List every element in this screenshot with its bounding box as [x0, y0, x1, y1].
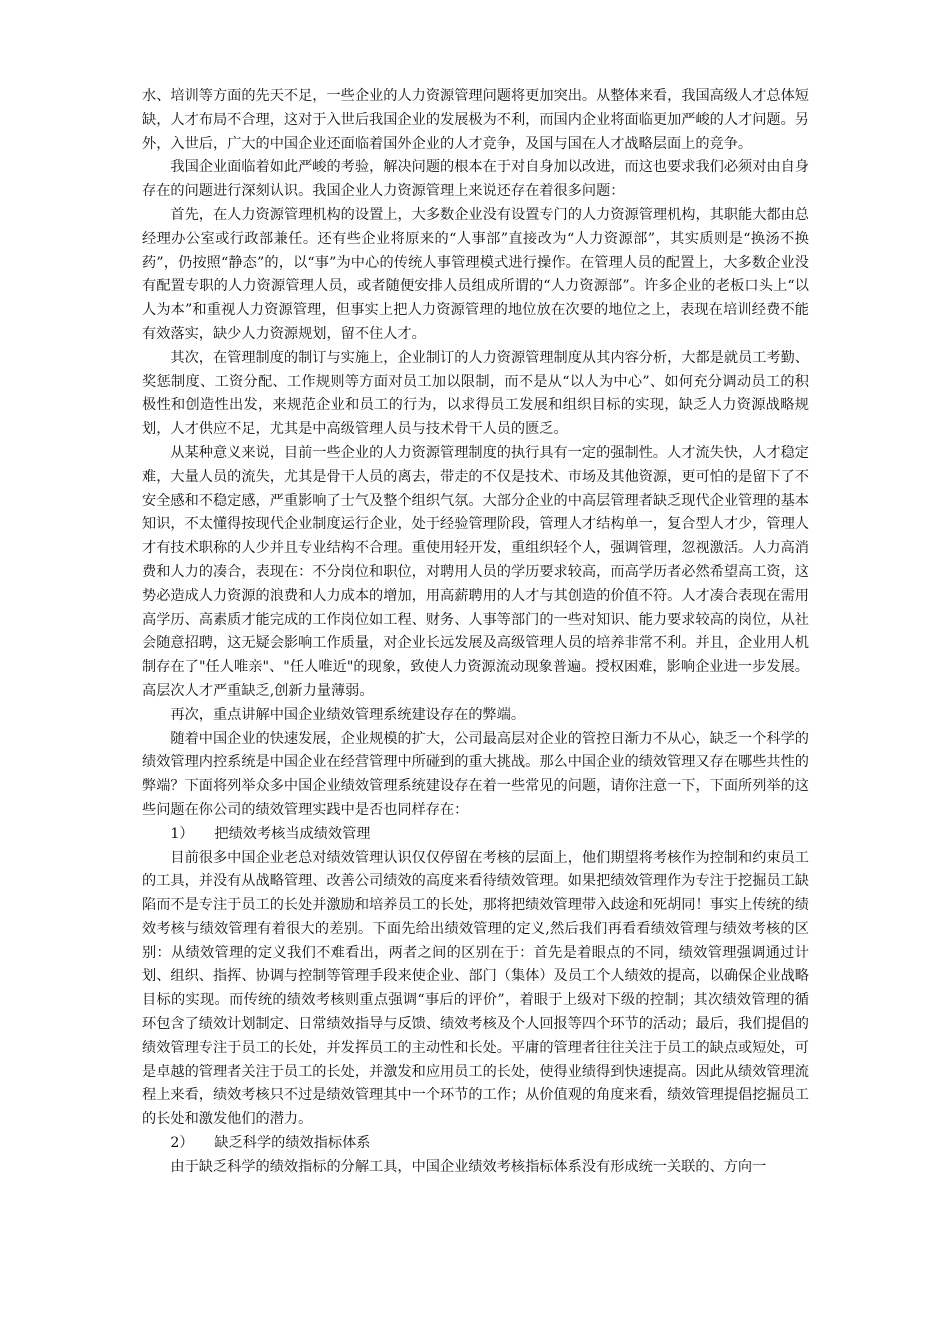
list-item-1-number: 1） — [170, 825, 194, 842]
paragraph-performance-intro: 随着中国企业的快速发展，企业规模的扩大，公司最高层对企业的管控日渐力不从心，缺乏一个科学的绩效管理内控系统是中国企业在经营管理中所碰到的重大挑战。那么中国企业的绩效管理又存在哪些共性的弊端？下面将列举众多中国企业绩效管理系统建设存在着一些常见的问题，请你注意一下，下面所列举的这些问题在你公司的绩效管理实践中是否也同样存在： — [142, 730, 809, 818]
paragraph-first-issue: 首先，在人力资源管理机构的设置上，大多数企业没有设置专门的人力资源管理机构，其职能大都由总经理办公室或行政部兼任。还有些企业将原来的“人事部”直接改为“人力资源部”，其实质则是“换汤不换药”，仍按照“静态”的，以“事”为中心的传统人事管理模式进行操作。在管理人员的配置上，大多数企业没有配置专职的人力资源管理人员，或者随便安排人员组成所谓的“人力资源部”。许多企业的老板口头上“以人为本”和重视人力资源管理，但事实上把人力资源管理的地位放在次要的地位之上，表现在培训经费不能有效落实，缺少人力资源规划，留不住人才。 — [142, 206, 809, 342]
paragraph-third-issue: 再次，重点讲解中国企业绩效管理系统建设存在的弊端。 — [170, 706, 526, 723]
list-item-1-title: 把绩效考核当成绩效管理 — [214, 825, 371, 842]
paragraph-item-1-body: 目前很多中国企业老总对绩效管理认识仅仅停留在考核的层面上，他们期望将考核作为控制和约束员工的工具，并没有从战略管理、改善公司绩效的高度来看待绩效管理。如果把绩效管理作为专注于挖掘员工缺陷而不是专注于员工的长处并激励和培养员工的长处，那将把绩效管理带入歧途和死胡同！事实上传统的绩效考核与绩效管理有着很大的差别。下面先给出绩效管理的定义,然后我们再看看绩效管理与绩效考核的区别：从绩效管理的定义我们不难看出，两者之间的区别在于：首先是着眼点的不同，绩效管理强调通过计划、组织、指挥、协调与控制等管理手段来使企业、部门（集体）及员工个人绩效的提高，以确保企业战略目标的实现。而传统的绩效考核则重点强调“事后的评价”，着眼于上级对下级的控制；其次绩效管理的循环包含了绩效计划制定、日常绩效指导与反馈、绩效考核及个人回报等四个环节的活动；最后，我们提倡的绩效管理专注于员工的长处，并发挥员工的主动性和长处。平庸的管理者往往关注于员工的缺点或短处，可是卓越的管理者关注于员工的长处，并激发和应用员工的长处，使得业绩得到快速提高。因此从绩效管理流程上来看，绩效考核只不过是绩效管理其中一个环节的工作；从价值观的角度来看，绩效管理提倡挖掘员工的长处和激发他们的潜力。 — [142, 849, 809, 1128]
list-item-2-number: 2） — [170, 1135, 194, 1152]
document-body — [142, 85, 809, 1180]
paragraph-second-issue: 其次，在管理制度的制订与实施上，企业制订的人力资源管理制度从其内容分析，大都是就员工考勤、奖惩制度、工资分配、工作规则等方面对员工加以限制，而不是从“以人为中心”、如何充分调动员工的积极性和创造性出发，来规范企业和员工的行为，以求得员工发展和组织目标的实现，缺乏人力资源战略规划，人才供应不足，尤其是中高级管理人员与技术骨干人员的匮乏。 — [142, 349, 809, 438]
paragraph-enforcement: 从某种意义来说，目前一些企业的人力资源管理制度的执行具有一定的强制性。人才流失快，人才稳定难，大量人员的流失，尤其是骨干人员的离去，带走的不仅是技术、市场及其他资源，更可怕的是留下了不安全感和不稳定感，严重影响了士气及整个组织气氛。大部分企业的中高层管理者缺乏现代企业管理的基本知识，不太懂得按现代企业制度运行企业，处于经验管理阶段，管理人才结构单一，复合型人才少，管理人才有技术职称的人少并且专业结构不合理。重使用轻开发，重组织轻个人，强调管理，忽视激活。人力高消费和人力的凑合，表现在：不分岗位和职位，对聘用人员的学历要求较高，而高学历者必然希望高工资，这势必造成人力资源的浪费和人力成本的增加，用高薪聘用的人才与其创造的价值不符。人才凑合表现在需用高学历、高素质才能完成的工作岗位如工程、财务、人事等部门的一些对知识、能力要求较高的岗位，从社会随意招聘，这无疑会影响工作质量，对企业长远发展及高级管理人员的培养非常不利。并且，企业用人机制存在了"任人唯亲"、"任人唯近"的现象，致使人力资源流动现象普遍。授权困难，影响企业进一步发展。高层次人才严重缺乏,创新力量薄弱。 — [142, 444, 809, 699]
list-item-2-title: 缺乏科学的绩效指标体系 — [214, 1135, 371, 1152]
paragraph-challenge: 我国企业面临着如此严峻的考验，解决问题的根本在于对自身加以改进，而这也要求我们必须对由自身存在的问题进行深刻认识。我国企业人力资源管理上来说还存在着很多问题： — [142, 159, 809, 200]
list-item-1 — [142, 823, 809, 847]
list-item-2 — [142, 1132, 809, 1156]
paragraph-item-2-body: 由于缺乏科学的绩效指标的分解工具，中国企业绩效考核指标体系没有形成统一关联的、方向一 — [170, 1158, 767, 1175]
paragraph-continuation: 水、培训等方面的先天不足，一些企业的人力资源管理问题将更加突出。从整体来看，我国高级人才总体短缺，人才布局不合理，这对于入世后我国企业的发展极为不利，而国内企业将面临更加严峻的人才问题。另外，入世后，广大的中国企业还面临着国外企业的人才竞争，及国与国在人才战略层面上的竞争。 — [142, 88, 809, 152]
